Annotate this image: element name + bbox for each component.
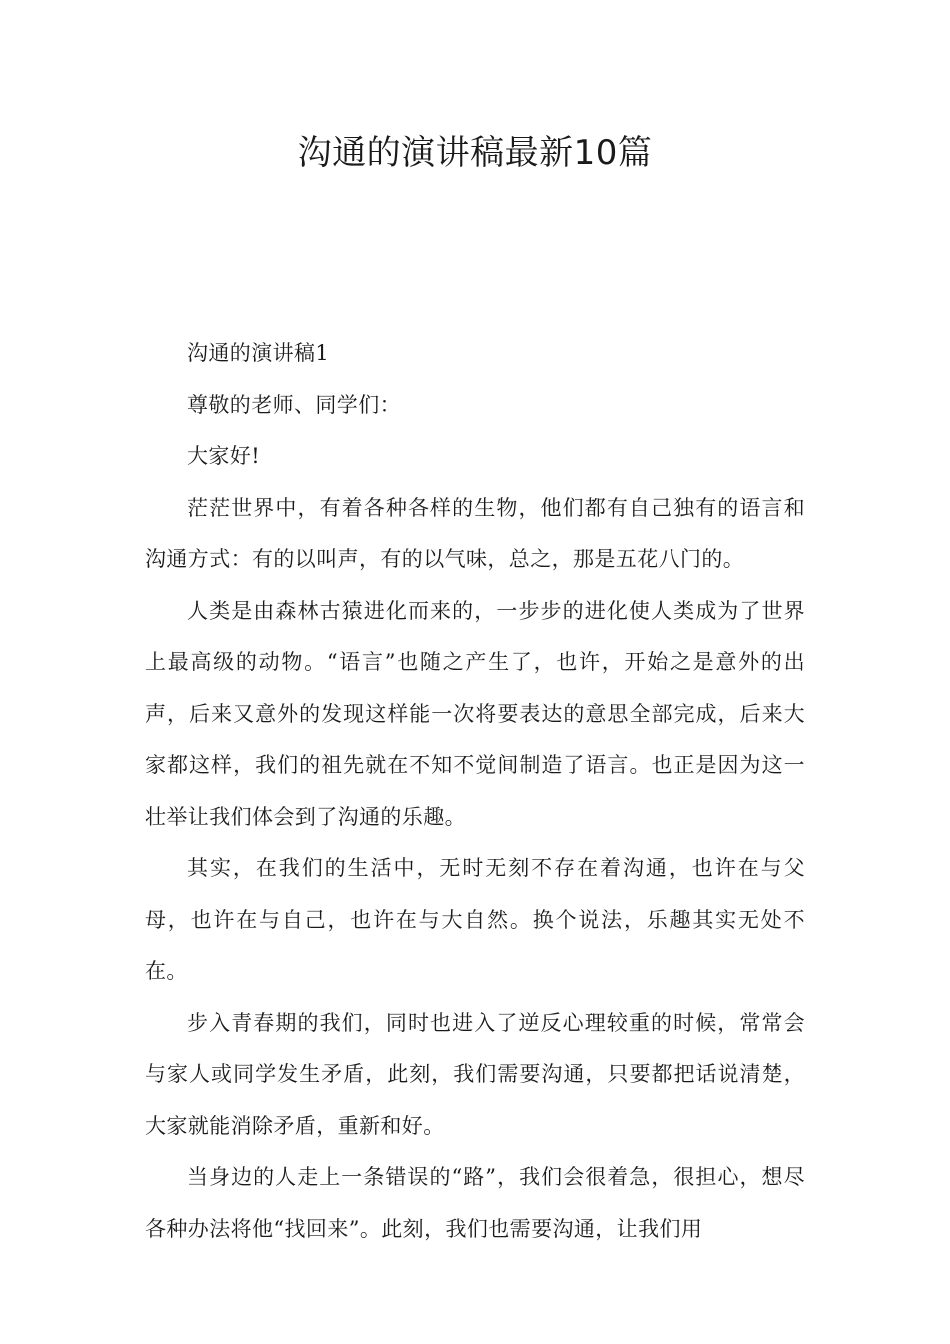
greeting: 大家好! [187, 444, 261, 468]
body-paragraph: 茫茫世界中，有着各种各样的生物，他们都有自己独有的语言和沟通方式：有的以叫声，有的以气味，总之，那是五花八门的。 [145, 495, 805, 571]
document-title: 沟通的演讲稿最新10篇 [297, 133, 653, 173]
body-paragraph: 当身边的人走上一条错误的“路”，我们会很着急，很担心，想尽各种办法将他“找回来”。此刻，我们也需要沟通，让我们用 [145, 1165, 805, 1241]
body-paragraph: 步入青春期的我们，同时也进入了逆反心理较重的时候，常常会与家人或同学发生矛盾，此刻，我们需要沟通，只要都把话说清楚，大家就能消除矛盾，重新和好。 [145, 1010, 805, 1138]
salutation: 尊敬的老师、同学们： [187, 392, 401, 417]
body-paragraph: 人类是由森林古猿进化而来的，一步步的进化使人类成为了世界上最高级的动物。“语言”也随之产生了，也许，开始之是意外的出声，后来又意外的发现这样能一次将要表达的意思全部完成，后来大家都这样，我们的祖先就在不知不觉间制造了语言。也正是因为这一壮举让我们体会到了沟通的乐趣。 [145, 598, 805, 829]
section-heading: 沟通的演讲稿1 [187, 341, 330, 365]
body-paragraph: 其实，在我们的生活中，无时无刻不存在着沟通，也许在与父母，也许在与自己，也许在与大自然。换个说法，乐趣其实无处不在。 [145, 856, 805, 983]
document-body [145, 328, 805, 1255]
